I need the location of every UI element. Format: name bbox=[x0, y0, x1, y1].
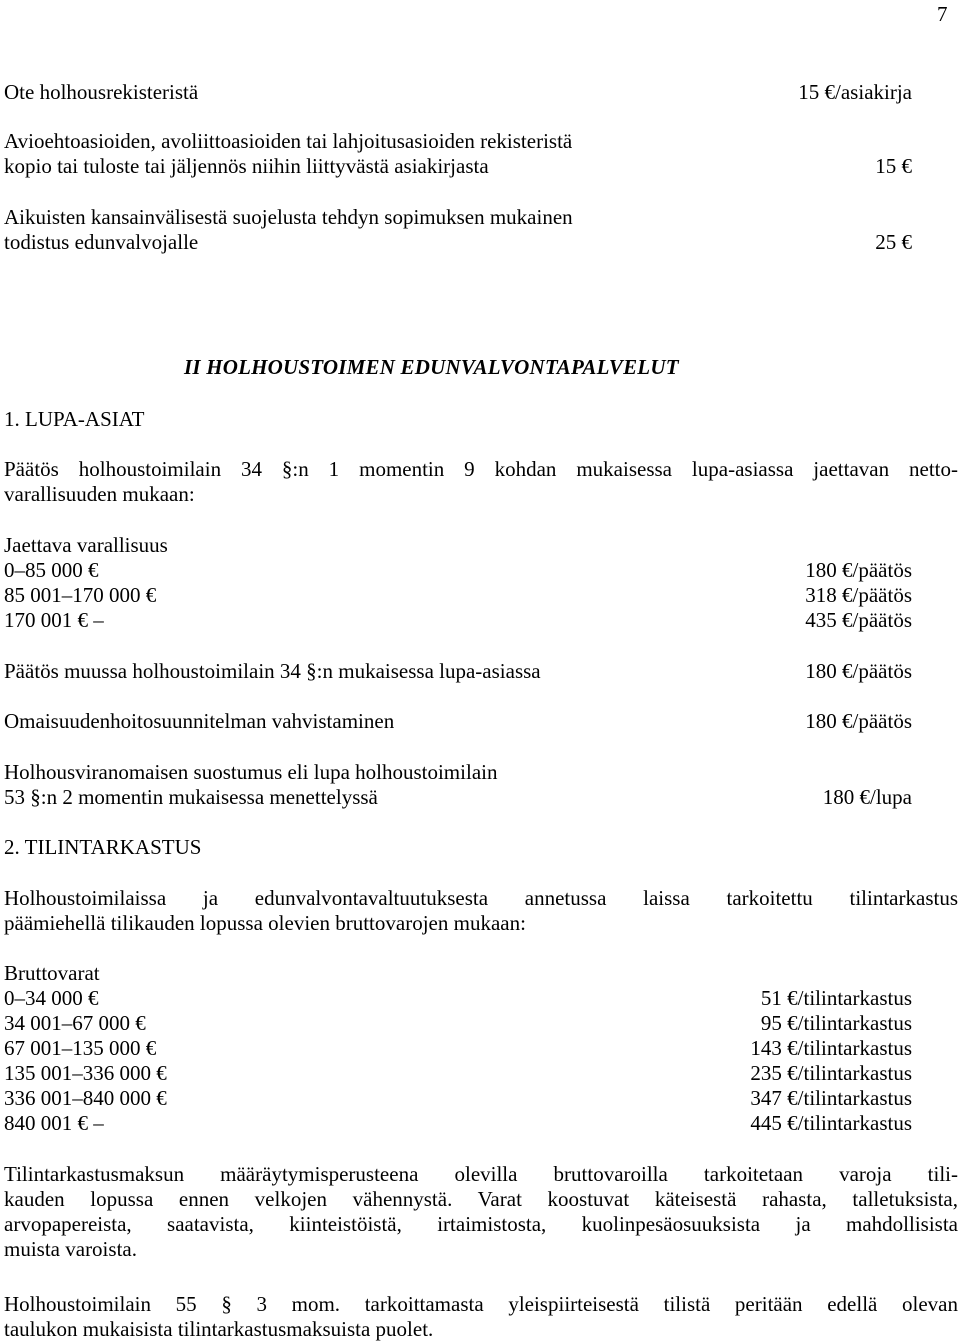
tilintarkastus-row-fee: 95 €/tilintarkastus bbox=[760, 1011, 912, 1035]
lupa-row-fee: 435 €/päätös bbox=[805, 608, 912, 632]
tilintarkastus-row-range: 34 001–67 000 € bbox=[4, 1011, 146, 1035]
tilintarkastus-row-range: 67 001–135 000 € bbox=[4, 1036, 157, 1060]
lupa-row-fee: 180 €/päätös bbox=[805, 558, 912, 582]
tilintarkastus-row-range: 0–34 000 € bbox=[4, 986, 99, 1010]
fee-label-avioehto-line2: kopio tai tuloste tai jäljennös niihin liittyvästä asiakirjasta bbox=[4, 154, 489, 178]
lupa-other-label: Omaisuudenhoitosuunnitelman vahvistaminen bbox=[4, 709, 395, 733]
lupa-intro-line1: Päätös holhoustoimilain 34 §:n 1 momentin 9 kohdan mukaisessa lupa-asiassa jaettavan netto- bbox=[4, 457, 958, 481]
tilintarkastus-table-label: Bruttovarat bbox=[4, 961, 100, 985]
fee-amount-aikuisten: 25 € bbox=[875, 230, 912, 254]
lupa-other-fee: 180 €/lupa bbox=[822, 785, 912, 809]
lupa-row-range: 0–85 000 € bbox=[4, 558, 99, 582]
tilintarkastus-row-fee: 445 €/tilintarkastus bbox=[750, 1111, 912, 1135]
note2-line: taulukon mukaisista tilintarkastusmaksuista puolet. bbox=[4, 1317, 434, 1341]
lupa-other-fee: 180 €/päätös bbox=[805, 709, 912, 733]
fee-amount-holhousrekisteri: 15 €/asiakirja bbox=[798, 80, 912, 104]
tilintarkastus-row-range: 840 001 € – bbox=[4, 1111, 104, 1135]
lupa-other-label: Päätös muussa holhoustoimilain 34 §:n mukaisessa lupa-asiassa bbox=[4, 659, 541, 683]
lupa-row-fee: 318 €/päätös bbox=[805, 583, 912, 607]
tilintarkastus-row-range: 135 001–336 000 € bbox=[4, 1061, 167, 1085]
section-heading: II HOLHOUSTOIMEN EDUNVALVONTAPALVELUT bbox=[184, 355, 679, 379]
note1-line: muista varoista. bbox=[4, 1237, 137, 1261]
tilintarkastus-title: 2. TILINTARKASTUS bbox=[4, 835, 202, 859]
note1-line: arvopapereista, saatavista, kiinteistöistä, irtaimistosta, kuolinpesäosuuksista ja mahdollisista bbox=[4, 1212, 958, 1236]
lupa-row-range: 85 001–170 000 € bbox=[4, 583, 157, 607]
tilintarkastus-note1 bbox=[4, 1162, 958, 1262]
fee-amount-avioehto: 15 € bbox=[875, 154, 912, 178]
tilintarkastus-note2 bbox=[4, 1292, 958, 1342]
tilintarkastus-row-fee: 235 €/tilintarkastus bbox=[750, 1061, 912, 1085]
lupa-other-label: Holhousviranomaisen suostumus eli lupa holhoustoimilain bbox=[4, 760, 498, 784]
lupa-other-label: 53 §:n 2 momentin mukaisessa menettelyssä bbox=[4, 785, 378, 809]
tilintarkastus-intro-line2: päämiehellä tilikauden lopussa olevien bruttovarojen mukaan: bbox=[4, 911, 526, 935]
lupa-title: 1. LUPA-ASIAT bbox=[4, 407, 145, 431]
fee-label-avioehto-line1: Avioehtoasioiden, avoliittoasioiden tai lahjoitusasioiden rekisteristä bbox=[4, 129, 573, 153]
note1-line: kauden lopussa ennen velkojen vähennystä. Varat koostuvat käteisestä rahasta, talletuksista, bbox=[4, 1187, 958, 1211]
lupa-intro-line2: varallisuuden mukaan: bbox=[4, 482, 195, 506]
lupa-other-fee: 180 €/päätös bbox=[805, 659, 912, 683]
tilintarkastus-row-fee: 347 €/tilintarkastus bbox=[750, 1086, 912, 1110]
lupa-intro bbox=[4, 457, 958, 507]
note2-line: Holhoustoimilain 55 § 3 mom. tarkoittamasta yleispiirteisestä tilistä peritään edellä olevan bbox=[4, 1292, 958, 1316]
fee-label-holhousrekisteri: Ote holhousrekisteristä bbox=[4, 80, 199, 104]
lupa-row-range: 170 001 € – bbox=[4, 608, 104, 632]
tilintarkastus-row-range: 336 001–840 000 € bbox=[4, 1086, 167, 1110]
fee-label-aikuisten-line2: todistus edunvalvojalle bbox=[4, 230, 199, 254]
tilintarkastus-intro-line1: Holhoustoimilaissa ja edunvalvontavaltuutuksesta annetussa laissa tarkoitettu tilintarkastus bbox=[4, 886, 958, 910]
page-number: 7 bbox=[937, 2, 948, 26]
fee-label-aikuisten-line1: Aikuisten kansainvälisestä suojelusta tehdyn sopimuksen mukainen bbox=[4, 205, 573, 229]
tilintarkastus-row-fee: 143 €/tilintarkastus bbox=[750, 1036, 912, 1060]
lupa-table-label: Jaettava varallisuus bbox=[4, 533, 168, 557]
tilintarkastus-intro bbox=[4, 886, 958, 936]
tilintarkastus-row-fee: 51 €/tilintarkastus bbox=[760, 986, 912, 1010]
note1-line: Tilintarkastusmaksun määräytymisperusteena olevilla bruttovaroilla tarkoitetaan varoja tili- bbox=[4, 1162, 958, 1186]
